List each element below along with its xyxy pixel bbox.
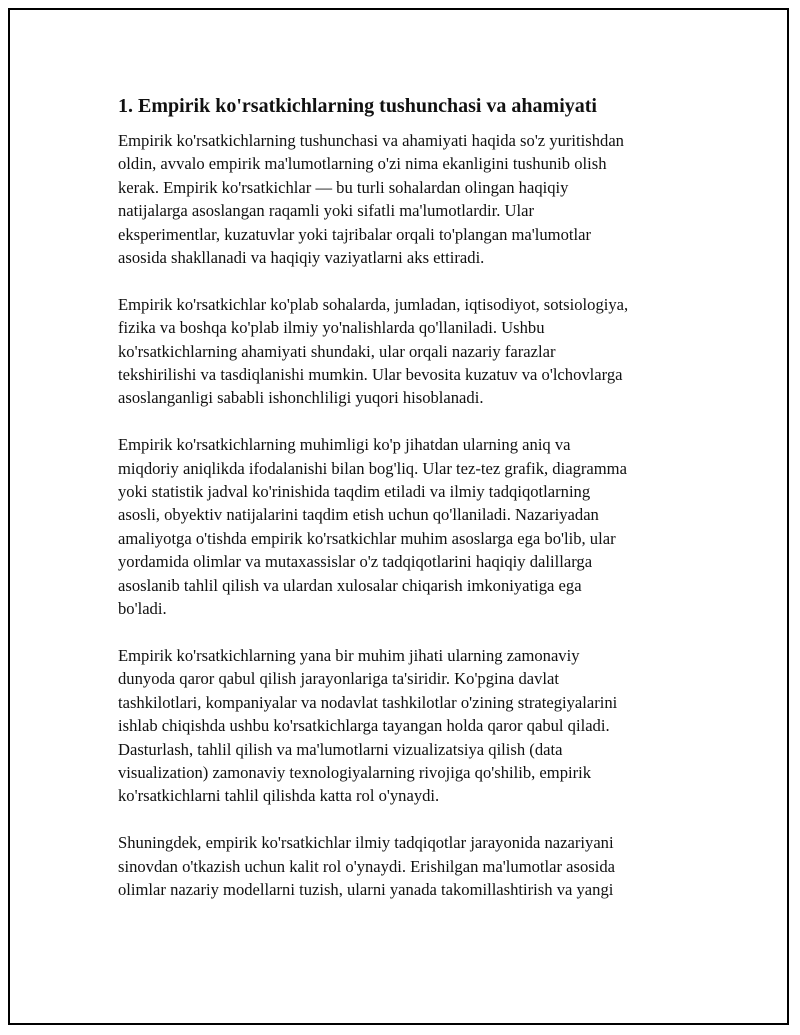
paragraph-2 — [118, 293, 693, 410]
text-line: Empirik ko'rsatkichlarning tushunchasi va ahamiyati haqida so'z yuritishdan — [118, 131, 624, 150]
paragraph-5 — [118, 831, 693, 901]
text-line: amaliyotga o'tishda empirik ko'rsatkichlar muhim asoslarga ega bo'lib, ular — [118, 528, 616, 548]
text-line: olimlar nazariy modellarni tuzish, ularni yanada takomillashtirish va yangi — [118, 879, 614, 899]
text-line: Dasturlash, tahlil qilish va ma'lumotlarni vizualizatsiya qilish (data — [118, 739, 563, 759]
text-line: sinovdan o'tkazish uchun kalit rol o'ynaydi. Erishilgan ma'lumotlar asosida — [118, 856, 616, 876]
paragraph-4 — [118, 644, 693, 808]
text-line: asosli, obyektiv natijalarini taqdim etish uchun qo'llaniladi. Nazariyadan — [118, 505, 599, 525]
paragraph-1 — [118, 129, 693, 269]
text-line: bo'ladi. — [118, 599, 167, 619]
text-line: Empirik ko'rsatkichlarning yana bir muhim jihati ularning zamonaviy — [118, 645, 580, 665]
text-line: natijalarga asoslangan raqamli yoki sifatli ma'lumotlardir. Ular — [118, 201, 535, 221]
text-line: ko'rsatkichlarni tahlil qilishda katta rol o'ynaydi. — [118, 786, 440, 806]
text-line: fizika va boshqa ko'plab ilmiy yo'nalishlarda qo'llaniladi. Ushbu — [118, 318, 545, 338]
text-line: asoslanib tahlil qilish va ulardan xulosalar chiqarish imkoniyatiga ega — [118, 575, 582, 595]
text-line: yoki statistik jadval ko'rinishida taqdim etiladi va ilmiy tadqiqotlarning — [118, 482, 591, 502]
text-line: dunyoda qaror qabul qilish jarayonlariga ta'siridir. Ko'pgina davlat — [118, 669, 559, 689]
paragraph-3 — [118, 433, 693, 620]
text-line: asoslanganligi sababli ishonchliligi yuqori hisoblanadi. — [118, 388, 484, 408]
text-line: ishlab chiqishda ushbu ko'rsatkichlarga tayangan holda qaror qabul qiladi. — [118, 716, 610, 736]
text-line: oldin, avvalo empirik ma'lumotlarning o'zi nima ekanligini tushunib olish — [118, 154, 607, 174]
text-line: eksperimentlar, kuzatuvlar yoki tajribalar orqali to'plangan ma'lumotlar — [118, 224, 592, 244]
section-heading: 1. Empirik ko'rsatkichlarning tushunchasi va ahamiyati — [118, 95, 597, 117]
document-body — [118, 92, 693, 925]
text-line: Shuningdek, empirik ko'rsatkichlar ilmiy tadqiqotlar jarayonida nazariyani — [118, 833, 614, 853]
text-line: visualization) zamonaviy texnologiyalarning rivojiga qo'shilib, empirik — [118, 762, 592, 782]
text-line: Empirik ko'rsatkichlar ko'plab sohalarda, jumladan, iqtisodiyot, sotsiologiya, — [118, 294, 629, 314]
text-line: Empirik ko'rsatkichlarning muhimligi ko'p jihatdan ularning aniq va — [118, 435, 571, 455]
text-line: yordamida olimlar va mutaxassislar o'z tadqiqotlarini haqiqiy dalillarga — [118, 552, 593, 572]
text-line: kerak. Empirik ko'rsatkichlar — bu turli sohalardan olingan haqiqiy — [118, 177, 569, 197]
text-line: miqdoriy aniqlikda ifodalanishi bilan bog'liq. Ular tez-tez grafik, diagramma — [118, 458, 627, 478]
text-line: tashkilotlari, kompaniyalar va nodavlat tashkilotlar o'zining strategiyalarini — [118, 692, 618, 712]
text-line: tekshirilishi va tasdiqlanishi mumkin. Ular bevosita kuzatuv va o'lchovlarga — [118, 365, 623, 385]
text-line: asosida shakllanadi va haqiqiy vaziyatlarni aks ettiradi. — [118, 248, 485, 268]
text-line: ko'rsatkichlarning ahamiyati shundaki, ular orqali nazariy farazlar — [118, 341, 556, 361]
